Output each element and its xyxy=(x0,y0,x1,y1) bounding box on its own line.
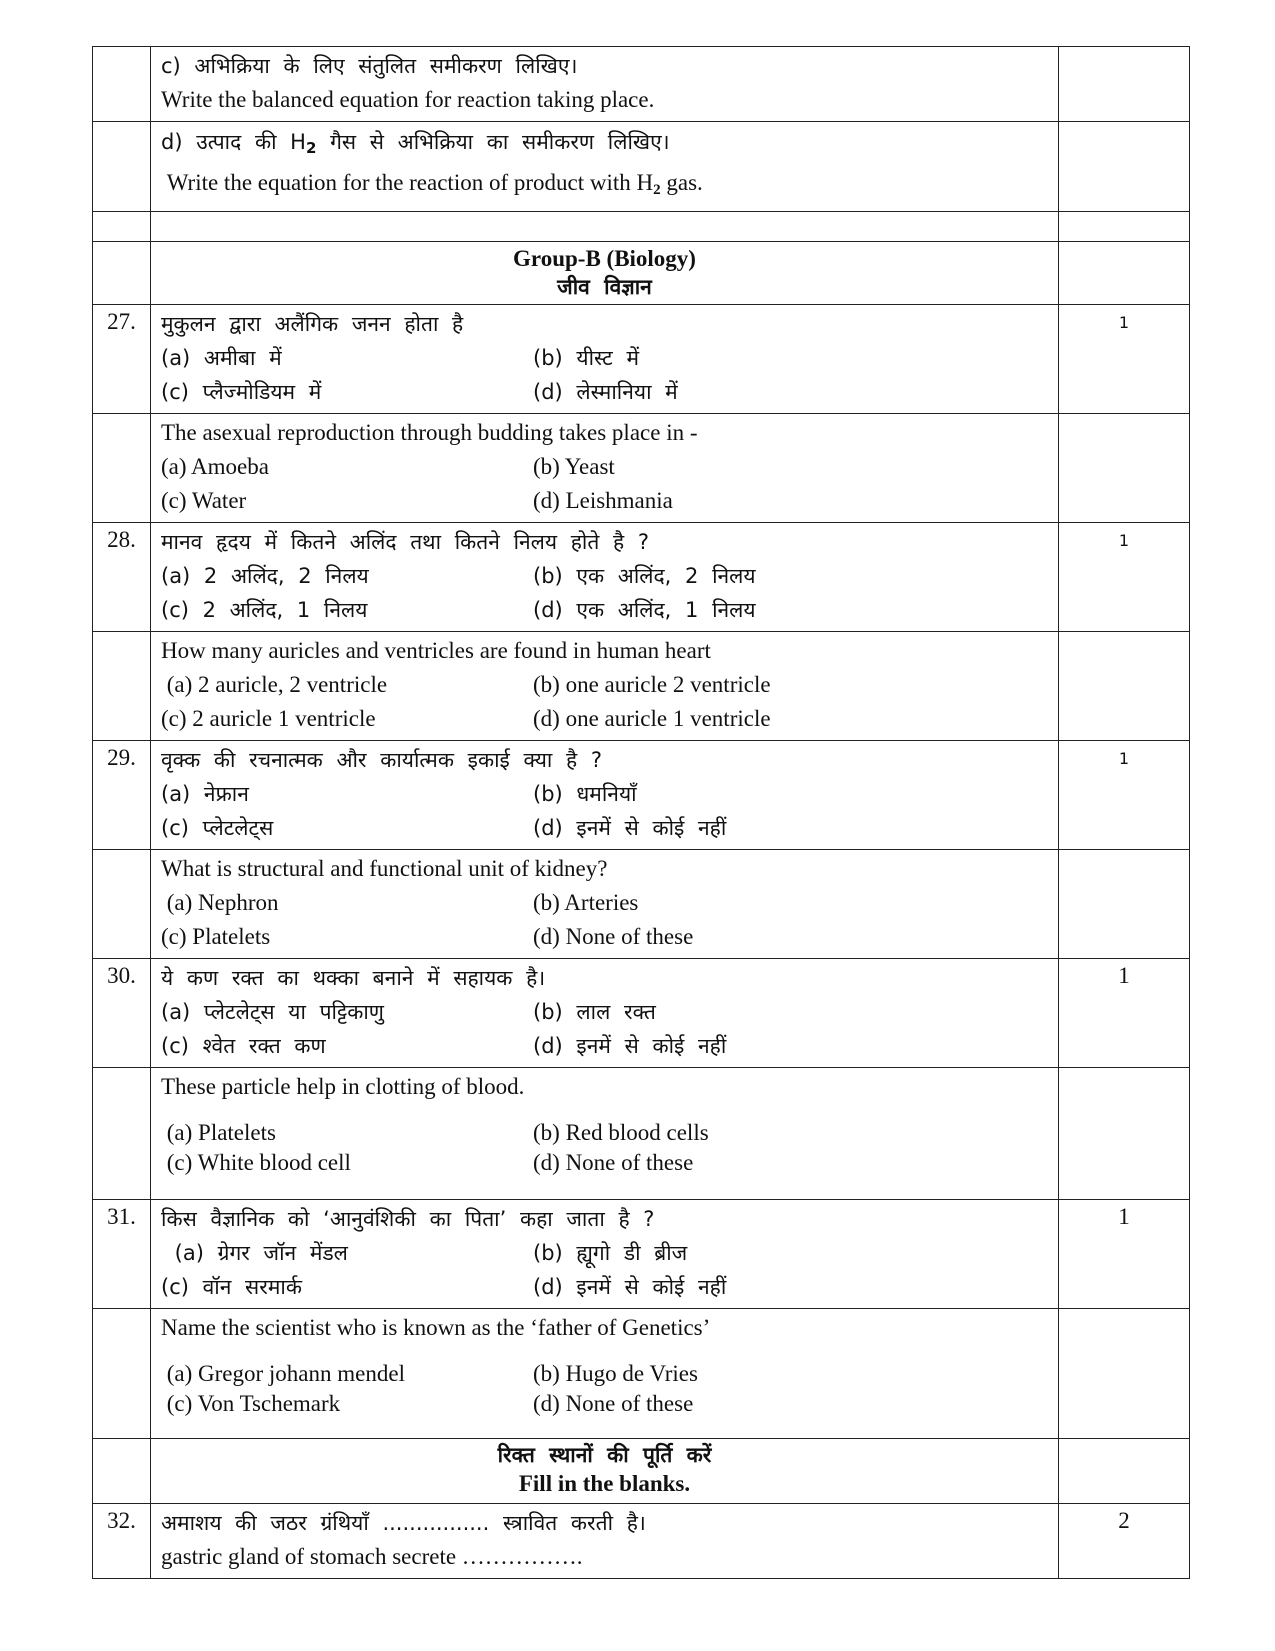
question-29-english-row xyxy=(93,850,1190,959)
question-number: 29. xyxy=(93,741,151,850)
options-row xyxy=(161,777,1048,811)
option-a: (a) Platelets xyxy=(161,1120,276,1145)
question-27-hindi-row xyxy=(93,305,1190,414)
option-c: (c) Platelets xyxy=(161,924,271,949)
option-c: (c) 2 auricle 1 ventricle xyxy=(161,706,376,731)
options-row xyxy=(161,1270,1048,1304)
question-text: What is structural and functional unit of kidney? xyxy=(161,856,608,881)
question-cell xyxy=(151,1200,1059,1309)
question-text: किस वैज्ञानिक को ‘आनुवंशिकी का पिता’ कहा जाता है ? xyxy=(161,1207,655,1231)
question-c-hindi: c) अभिक्रिया के लिए संतुलित समीकरण लिखिए। xyxy=(161,54,578,78)
option-b: (b) Hugo de Vries xyxy=(533,1361,698,1386)
marks: 1 xyxy=(1059,959,1190,1068)
number-cell xyxy=(93,850,151,959)
option-a: (a) Nephron xyxy=(161,890,279,915)
question-number: 32. xyxy=(93,1504,151,1579)
option-a: (a) अमीबा में xyxy=(161,346,282,370)
group-heading-hindi: जीव विज्ञान xyxy=(557,275,652,299)
options-row xyxy=(161,1029,1048,1063)
question-cell xyxy=(151,1068,1059,1200)
question-32-english: gastric gland of stomach secrete ……………. xyxy=(161,1544,583,1569)
options-row xyxy=(161,702,1048,736)
option-d: (d) इनमें से कोई नहीं xyxy=(533,1034,727,1058)
option-d: (d) one auricle 1 ventricle xyxy=(533,706,771,731)
question-text: मुकुलन द्वारा अलैंगिक जनन होता है xyxy=(161,312,464,336)
marks-cell xyxy=(1059,1439,1190,1504)
question-cell xyxy=(151,305,1059,414)
options-row xyxy=(161,920,1048,954)
options-row xyxy=(161,1389,1048,1419)
question-text: How many auricles and ventricles are found in human heart xyxy=(161,638,711,663)
option-b: (b) Red blood cells xyxy=(533,1120,709,1145)
question-number: 27. xyxy=(93,305,151,414)
option-d: (d) None of these xyxy=(533,924,694,949)
question-cell xyxy=(151,122,1059,212)
option-b: (b) यीस्ट में xyxy=(533,346,639,370)
question-cell xyxy=(151,632,1059,741)
group-heading-english: Group-B (Biology) xyxy=(513,246,696,271)
marks: 1 xyxy=(1059,523,1190,632)
question-text: मानव हृदय में कितने अलिंद तथा कितने निलय होते है ? xyxy=(161,530,649,554)
fill-heading-hindi: रिक्त स्थानों की पूर्ति करें xyxy=(497,1443,712,1467)
options-row xyxy=(161,559,1048,593)
question-32-row xyxy=(93,1504,1190,1579)
question-27-english-row xyxy=(93,414,1190,523)
option-c: (c) वॉन सरमार्क xyxy=(161,1275,302,1299)
option-d: (d) None of these xyxy=(533,1391,694,1416)
option-a: (a) 2 अलिंद, 2 निलय xyxy=(161,564,369,588)
number-cell xyxy=(93,632,151,741)
option-b: (b) एक अलिंद, 2 निलय xyxy=(533,564,756,588)
option-c: (c) Von Tschemark xyxy=(161,1391,341,1416)
marks-cell xyxy=(1059,1068,1190,1200)
question-29-hindi-row xyxy=(93,741,1190,850)
option-d: (d) इनमें से कोई नहीं xyxy=(533,816,727,840)
option-c: (c) Water xyxy=(161,488,247,513)
option-c: (c) प्लैज्मोडियम में xyxy=(161,380,322,404)
question-28-hindi-row xyxy=(93,523,1190,632)
question-28-english-row xyxy=(93,632,1190,741)
group-heading xyxy=(151,242,1059,305)
option-b: (b) धमनियाँ xyxy=(533,782,637,806)
fill-heading-english: Fill in the blanks. xyxy=(518,1471,691,1496)
option-a: (a) Amoeba xyxy=(161,454,269,479)
question-text: वृक्क की रचनात्मक और कार्यात्मक इकाई क्या है ? xyxy=(161,748,603,772)
question-31-hindi-row xyxy=(93,1200,1190,1309)
options-row xyxy=(161,1148,1048,1178)
option-a: (a) नेफ्रान xyxy=(161,782,249,806)
marks-cell xyxy=(1059,122,1190,212)
option-d: (d) None of these xyxy=(533,1150,694,1175)
marks-cell xyxy=(1059,242,1190,305)
question-text: Name the scientist who is known as the ‘father of Genetics’ xyxy=(161,1315,711,1340)
option-c: (c) White blood cell xyxy=(161,1150,351,1175)
options-row xyxy=(161,375,1048,409)
question-30-english-row xyxy=(93,1068,1190,1200)
question-d-hindi: d) उत्पाद की $H_2$ गैस से अभिक्रिया का समीकरण लिखिए। xyxy=(161,130,670,157)
option-d: (d) एक अलिंद, 1 निलय xyxy=(533,598,756,622)
option-d: (d) इनमें से कोई नहीं xyxy=(533,1275,727,1299)
option-d: (d) Leishmania xyxy=(533,488,673,513)
option-a: (a) ग्रेगर जॉन मेंडल xyxy=(161,1241,348,1265)
marks-cell xyxy=(1059,47,1190,122)
option-b: (b) लाल रक्त xyxy=(533,1000,656,1024)
fill-heading xyxy=(151,1439,1059,1504)
number-cell xyxy=(93,1309,151,1439)
option-c: (c) 2 अलिंद, 1 निलय xyxy=(161,598,368,622)
options-row xyxy=(161,995,1048,1029)
question-number: 30. xyxy=(93,959,151,1068)
number-cell xyxy=(93,1068,151,1200)
question-30-hindi-row xyxy=(93,959,1190,1068)
fill-heading-row xyxy=(93,1439,1190,1504)
marks: 1 xyxy=(1059,305,1190,414)
question-text: The asexual reproduction through budding takes place in - xyxy=(161,420,698,445)
question-cell xyxy=(151,47,1059,122)
options-row xyxy=(161,484,1048,518)
question-c-english: Write the balanced equation for reaction taking place. xyxy=(161,87,655,112)
option-a: (a) 2 auricle, 2 ventricle xyxy=(161,672,388,697)
row-question-d xyxy=(93,122,1190,212)
number-cell xyxy=(93,1439,151,1504)
option-c: (c) प्लेटलेट्स xyxy=(161,816,274,840)
option-d: (d) लेस्मानिया में xyxy=(533,380,678,404)
options-row xyxy=(161,1118,1048,1148)
question-cell xyxy=(151,414,1059,523)
question-cell xyxy=(151,850,1059,959)
number-cell xyxy=(93,242,151,305)
options-row xyxy=(161,886,1048,920)
number-cell xyxy=(93,47,151,122)
options-row xyxy=(161,341,1048,375)
option-a: (a) प्लेटलेट्स या पट्टिकाणु xyxy=(161,1000,384,1024)
marks-cell xyxy=(1059,632,1190,741)
option-a: (a) Gregor johann mendel xyxy=(161,1361,405,1386)
question-cell xyxy=(151,1309,1059,1439)
marks-cell xyxy=(1059,850,1190,959)
options-row xyxy=(161,593,1048,627)
question-cell xyxy=(151,1504,1059,1579)
marks: 2 xyxy=(1059,1504,1190,1579)
question-cell xyxy=(151,741,1059,850)
options-row xyxy=(161,1359,1048,1389)
question-32-hindi: अमाशय की जठर ग्रंथियाँ ................ स्त्रावित करती है। xyxy=(161,1511,646,1535)
question-number: 28. xyxy=(93,523,151,632)
question-number: 31. xyxy=(93,1200,151,1309)
number-cell xyxy=(93,414,151,523)
question-table xyxy=(92,46,1190,1579)
option-b: (b) one auricle 2 ventricle xyxy=(533,672,771,697)
option-b: (b) ह्यूगो डी ब्रीज xyxy=(533,1241,688,1265)
options-row xyxy=(161,811,1048,845)
question-cell xyxy=(151,523,1059,632)
options-row xyxy=(161,668,1048,702)
question-d-english: Write the equation for the reaction of product with $H_2$ gas. xyxy=(166,170,703,198)
marks: 1 xyxy=(1059,741,1190,850)
marks: 1 xyxy=(1059,1200,1190,1309)
option-c: (c) श्वेत रक्त कण xyxy=(161,1034,326,1058)
question-cell xyxy=(151,959,1059,1068)
number-cell xyxy=(93,122,151,212)
option-b: (b) Arteries xyxy=(533,890,639,915)
question-31-english-row xyxy=(93,1309,1190,1439)
marks-cell xyxy=(1059,1309,1190,1439)
question-text: ये कण रक्त का थक्का बनाने में सहायक है। xyxy=(161,966,546,990)
question-text: These particle help in clotting of blood. xyxy=(161,1074,525,1099)
options-row xyxy=(161,450,1048,484)
group-heading-row xyxy=(93,242,1190,305)
blank-row xyxy=(93,212,1190,242)
option-b: (b) Yeast xyxy=(533,454,615,479)
options-row xyxy=(161,1236,1048,1270)
marks-cell xyxy=(1059,414,1190,523)
row-question-c xyxy=(93,47,1190,122)
